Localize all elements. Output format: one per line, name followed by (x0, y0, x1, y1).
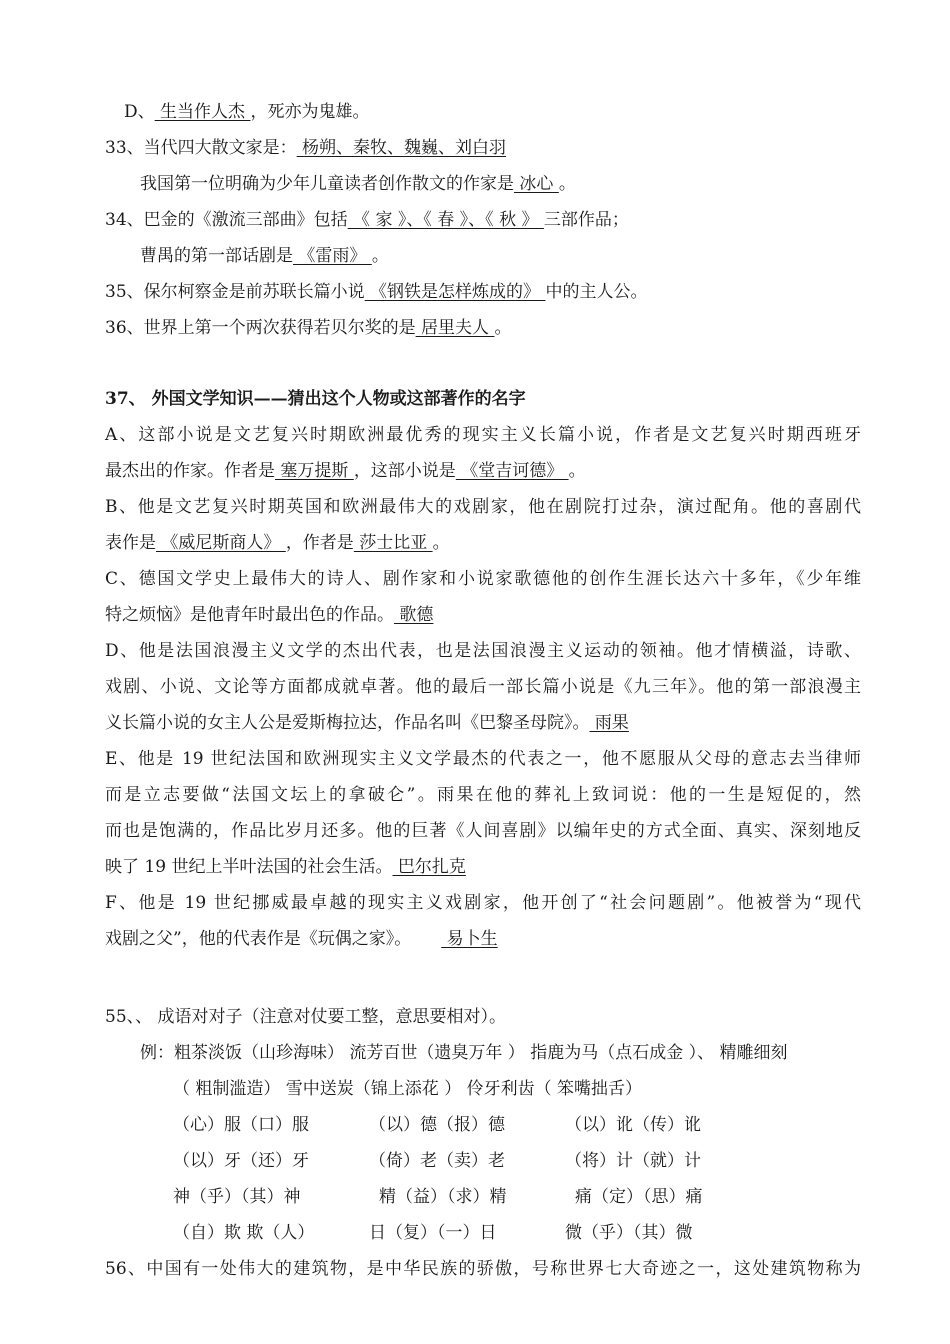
q37d-line2: 戏剧、小说、文论等方面都成就卓著。他的最后一部长篇小说是《九三年》。他的第一部浪漫主 (105, 677, 861, 697)
answer-blank: 歌德 (394, 605, 434, 625)
idiom-pair: （心）服（口）服 (173, 1115, 309, 1135)
q37c-line1: C、德国文学史上最伟大的诗人、剧作家和小说家歌德他的创作生涯长达六十多年，《少年维 (105, 569, 861, 589)
answer-blank: 塞万提斯 (275, 461, 354, 481)
idiom-pair: （以）牙（还）牙 (173, 1151, 309, 1171)
q55-row (173, 1113, 701, 1137)
q36-line: 36、世界上第一个两次获得若贝尔奖的是 居里夫人 。 (105, 318, 512, 338)
idiom-pair: 微（乎）（其）微 (565, 1223, 693, 1243)
idiom-pair: 精（益）（求）精 (379, 1187, 507, 1207)
q55-example-line2: （ 粗制滥造） 雪中送炭（锦上添花 ） 伶牙利齿（ 笨嘴拙舌） (173, 1079, 643, 1099)
q37a-line1: A、这部小说是文艺复兴时期欧洲最优秀的现实主义长篇小说，作者是文艺复兴时期西班牙 (105, 425, 861, 445)
q37c-line2: 特之烦恼》是他青年时最出色的作品。 歌德 (105, 605, 434, 625)
q37f-line2: 戏剧之父”，他的代表作是《玩偶之家》。 易卜生 (105, 929, 498, 949)
q37b-line1: B、他是文艺复兴时期英国和欧洲最伟大的戏剧家，他在剧院打过杂，演过配角。他的喜剧代 (105, 497, 861, 517)
q33-line2: 我国第一位明确为少年儿童读者创作散文的作家是 冰心 。 (140, 174, 576, 194)
idiom-pair: （以）德（报）德 (369, 1115, 505, 1135)
answer-blank: 《堂吉诃德》 (455, 461, 569, 481)
q37e-line3: 而也是饱满的，作品比岁月还多。他的巨著《人间喜剧》以编年史的方式全面、真实、深刻地反 (105, 821, 861, 841)
idiom-pair: （倚）老（卖）老 (369, 1151, 505, 1171)
q55-row (173, 1185, 703, 1209)
idiom-pair: 日（复）（一）日 (369, 1223, 497, 1243)
answer-blank: 居里夫人 (415, 318, 495, 338)
q55-row (173, 1221, 693, 1245)
q34-line1: 34、巴金的《激流三部曲》包括 《 家 》、《 春 》、《 秋 》 三部作品； (105, 210, 629, 230)
answer-blank: 巴尔扎克 (392, 857, 466, 877)
q37e-line2: 而是立志要做“法国文坛上的拿破仑”。雨果在他的葬礼上致词说：他的一生是短促的，然 (105, 785, 861, 805)
q37d-line1: D、他是法国浪漫主义文学的杰出代表，也是法国浪漫主义运动的领袖。他才情横溢，诗歌、 (105, 641, 861, 661)
q37d-line3: 义长篇小说的女主人公是爱斯梅拉达，作品名叫《巴黎圣母院》。 雨果 (105, 713, 629, 733)
q37b-line2: 表作是 《威尼斯商人》 ，作者是 莎士比亚 。 (105, 533, 450, 553)
answer-blank: 雨果 (589, 713, 629, 733)
q55-example-line1: 例：粗茶淡饭（山珍海味） 流芳百世（遗臭万年 ） 指鹿为马（点石成金 ）、 精雕细刻 (140, 1043, 788, 1063)
answer-blank: 莎士比亚 (353, 533, 433, 553)
answer-blank: 冰心 (514, 174, 559, 194)
q37e-line4: 映了 19 世纪上半叶法国的社会生活。 巴尔扎克 (105, 857, 466, 877)
idiom-pair: 痛（定）（思）痛 (575, 1187, 703, 1207)
q34-line2: 曹禺的第一部话剧是 《雷雨》 。 (140, 246, 389, 266)
answer-blank: 《雷雨》 (293, 246, 372, 266)
q55-row (173, 1149, 701, 1173)
idiom-pair: （将）计（就）计 (565, 1151, 701, 1171)
answer-blank: 《 家 》、《 春 》、《 秋 》 (347, 210, 544, 230)
q37f-line1: F、他是 19 世纪挪威最卓越的现实主义戏剧家，他开创了“社会问题剧”。他被誉为“现代 (105, 893, 861, 913)
q56-line1: 56、中国有一处伟大的建筑物，是中华民族的骄傲，号称世界七大奇迹之一，这处建筑物称为 (105, 1259, 861, 1279)
answer-blank: 易卜生 (441, 929, 498, 949)
idiom-pair: 神（乎）（其）神 (173, 1187, 301, 1207)
q37-title: 37、 外国文学知识——猜出这个人物或这部著作的名字 (105, 389, 526, 409)
idiom-pair: （自）欺 欺（人） (173, 1223, 315, 1243)
answer-blank: 《钢铁是怎样炼成的》 (364, 282, 546, 302)
q33-line1: 33、当代四大散文家是： 杨朔、秦牧、魏巍、刘白羽 (105, 138, 507, 158)
q37a-line2: 最杰出的作家。作者是 塞万提斯 ，这部小说是 《堂吉诃德》 。 (105, 461, 586, 481)
q37e-line1: E、他是 19 世纪法国和欧洲现实主义文学最杰的代表之一，他不愿服从父母的意志去当律师 (105, 749, 861, 769)
q32-option-d: D、 生当作人杰 ，死亦为鬼雄。 (124, 102, 370, 122)
q35-line: 35、保尔柯察金是前苏联长篇小说 《钢铁是怎样炼成的》 中的主人公。 (105, 282, 648, 302)
q55-title: 55、、 成语对对子（注意对仗要工整，意思要相对）。 (105, 1007, 507, 1027)
answer-blank: 《威尼斯商人》 (156, 533, 286, 553)
idiom-pair: （以）讹（传）讹 (565, 1115, 701, 1135)
answer-blank: 杨朔、秦牧、魏巍、刘白羽 (296, 138, 507, 158)
answer-blank: 生当作人杰 (154, 102, 251, 122)
